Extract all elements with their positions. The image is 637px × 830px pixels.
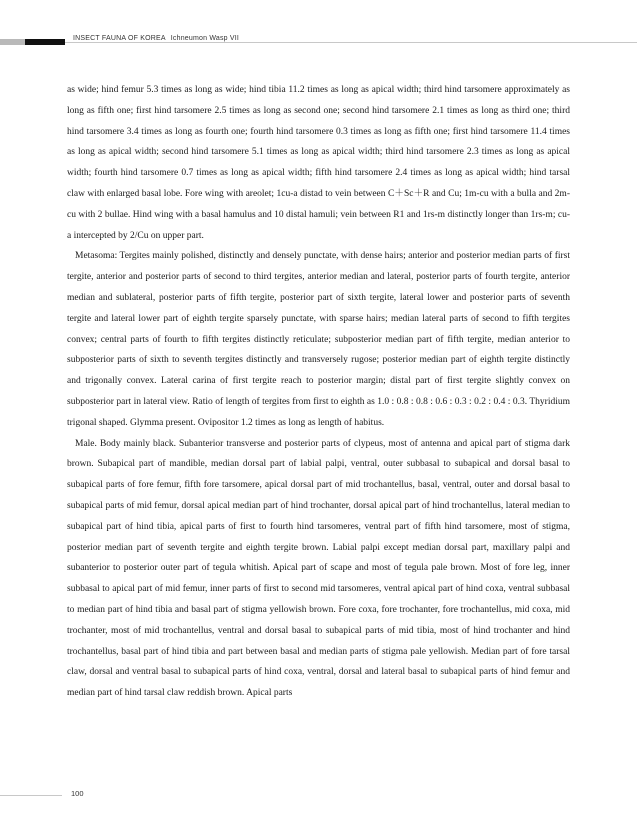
footer-rule [0, 795, 62, 796]
paragraph-leg-wing: as wide; hind femur 5.3 times as long as wide; hind tibia 11.2 times as long as apical width; third hind tarsomere approximately as long as fifth one; first hind tarsomere 2.5 times as long as second one; second hind tarsomere 2.1 times as long as third one; third hind tarsomere 3.4 times as long as fourth one; fourth hind tarsomere 0.3 times as long as fifth one; first hind tarsomere 11.4 times as long as apical width; second hind tarsomere 5.1 times as long as apical width; third hind tarsomere 2.3 times as long as apical width; fourth hind tarsomere 0.7 times as long as apical width; fifth hind tarsomere 2.4 times as long as apical width; hind tarsal claw with enlarged basal lobe. Fore wing with areolet; 1cu-a distad to vein between C＋Sc＋R and Cu; 1m-cu with a bulla and 2m-cu with 2 bullae. Hind wing with a basal hamulus and 10 distal hamuli; vein between R1 and 1rs-m distinctly longer than 1rs-m; cu-a intercepted by 2/Cu on upper part. [67, 85, 570, 241]
header-grey-bar [0, 39, 25, 45]
page-number: 100 [71, 789, 84, 798]
header-volume: Ichneumon Wasp VII [170, 35, 240, 42]
body-text [67, 80, 570, 704]
paragraph-male: Male. Body mainly black. Subanterior transverse and posterior parts of clypeus, most of antenna and apical part of stigma dark brown. Subapical part of mandible, median dorsal part of labial palpi, ventral, outer subbasal to subapical and dorsal basal to subapical parts of fore femur, fifth fore tarsomere, apical dorsal part of mid trochantellus, basal, ventral, outer and dorsal basal to subapical parts of mid femur, dorsal apical median part of hind trochanter, dorsal apical part of hind trochantellus, lateral median to subapical part of hind tibia, apical parts of first to fourth hind tarsomeres, ventral part of fifth hind tarsomere, most of stigma, posterior median part of seventh tergite and eighth tergite brown. Labial palpi except median dorsal part, maxillary palpi and subanterior to posterior outer part of tegula whitish. Apical part of scape and most of tegula pale brown. Most of fore leg, inner subbasal to apical part of mid femur, inner parts of first to second mid tarsomeres, ventral apical part of hind coxa, ventral subbasal to median part of hind tibia and basal part of stigma yellowish brown. Fore coxa, fore trochanter, fore trochantellus, mid coxa, mid trochanter, most of mid trochantellus, ventral and dorsal basal to subapical parts of mid tibia, most of hind trochanter and hind trochantellus, basal part of hind tibia and part between basal and median parts of stigma pale yellowish. Median part of fore tarsal claw, dorsal and ventral basal to subapical parts of hind coxa, ventral, dorsal and lateral basal to subapical parts of hind femur and median part of hind tarsal claw reddish brown. Apical parts [67, 438, 570, 699]
running-header [73, 35, 239, 42]
header-series: INSECT FAUNA OF KOREA [73, 35, 166, 42]
header-rule [65, 42, 637, 43]
header-black-bar [25, 39, 65, 45]
paragraph-metasoma: Metasoma: Tergites mainly polished, distinctly and densely punctate, with dense hairs; anterior and posterior median parts of first tergite, anterior and posterior parts of second to third tergites, anterior median and lateral, posterior parts of fourth tergite, anterior median and sublateral, posterior parts of fifth tergite, posterior part of sixth tergite, lateral lower and posterior parts of seventh tergite and lateral lower part of eighth tergite sparsely punctate, with sparse hairs; median lateral parts of second to fifth tergites convex; central parts of fourth to fifth tergites distinctly reticulate; subposterior median part of fifth tergite, median anterior to subposterior parts of sixth to seventh tergites distinctly and transversely rugose; posterior median part of eighth tergite distinctly and trigonally convex. Lateral carina of first tergite reach to posterior margin; distal part of first tergite slightly convex on subposterior part in lateral view. Ratio of length of tergites from first to eighth as 1.0 : 0.8 : 0.8 : 0.6 : 0.3 : 0.2 : 0.4 : 0.3. Thyridium trigonal shaped. Glymma present. Ovipositor 1.2 times as long as length of habitus. [67, 251, 570, 428]
